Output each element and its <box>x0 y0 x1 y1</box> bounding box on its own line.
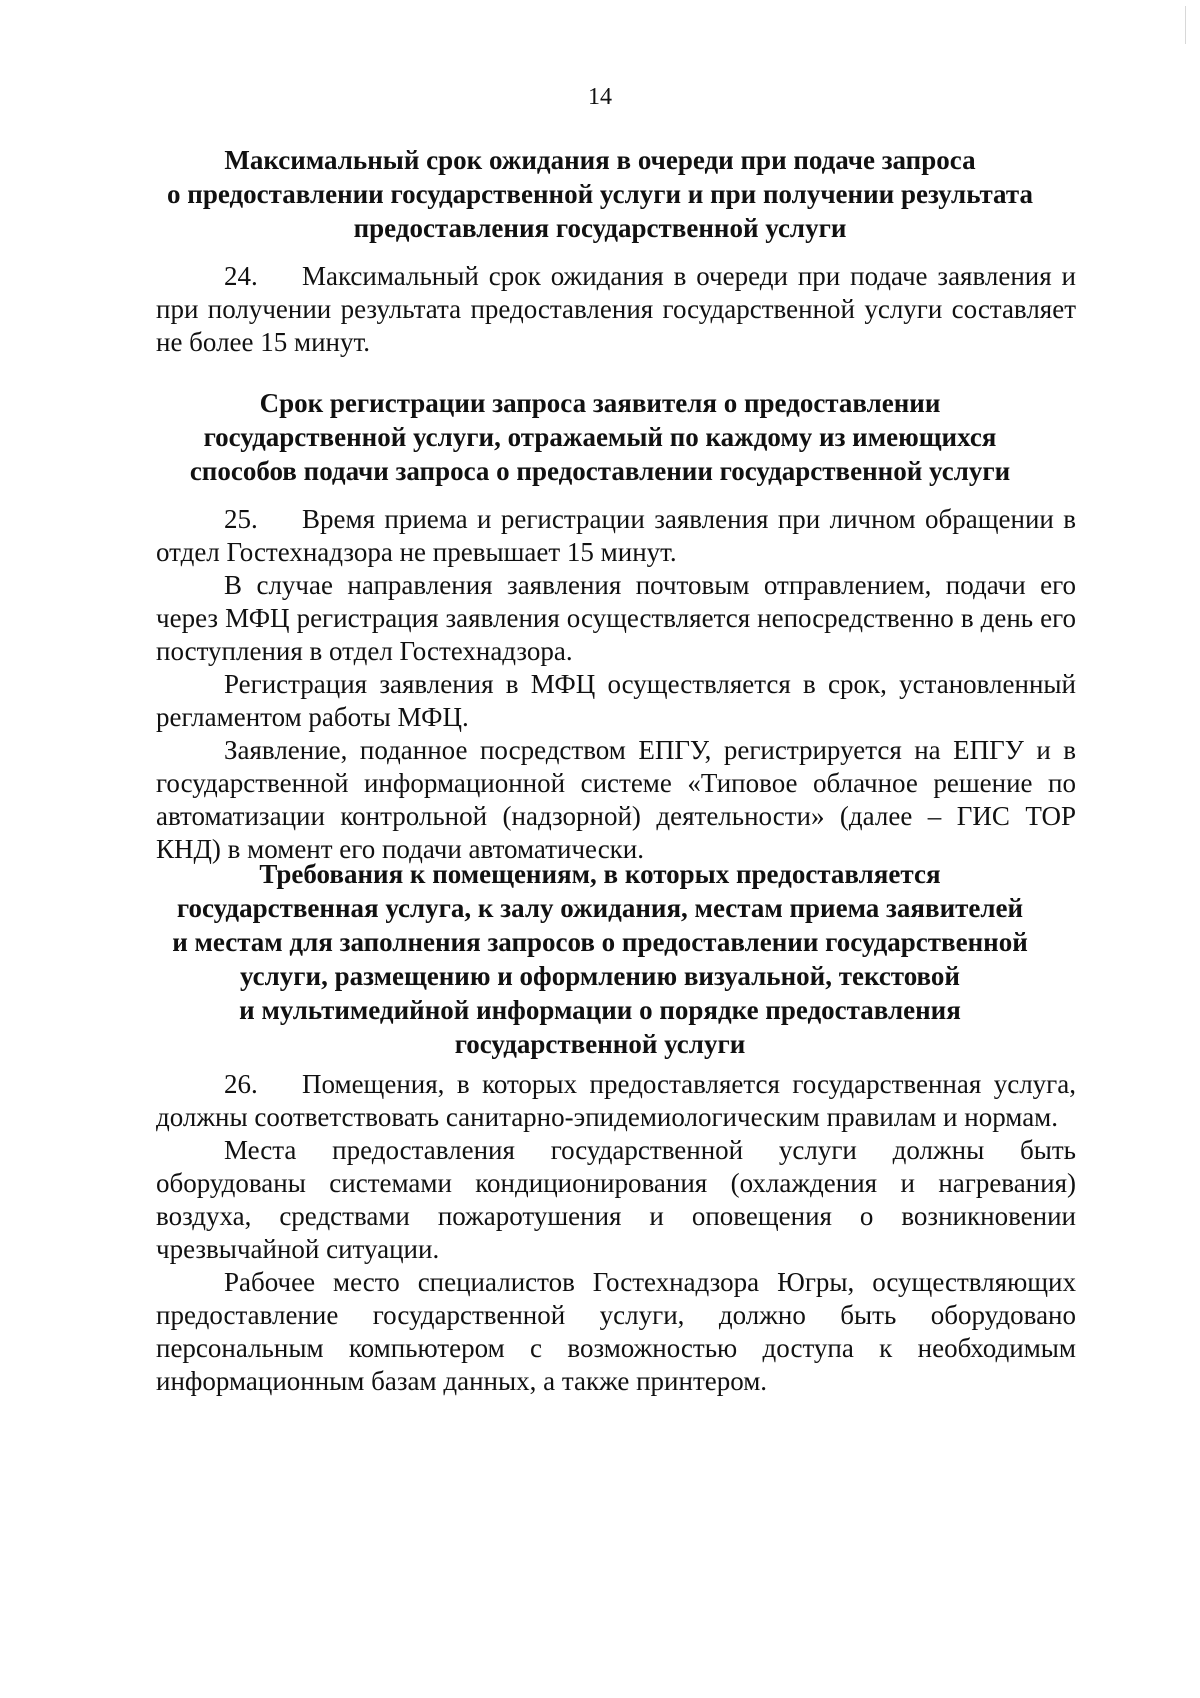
paragraph-number: 25. <box>224 504 258 534</box>
section-heading-queue-time <box>120 143 1080 245</box>
section-heading-premises-requirements <box>120 857 1080 1061</box>
heading-line: о предоставлении государственной услуги и при получении результата <box>167 179 1033 209</box>
heading-line: услуги, размещению и оформлению визуальной, текстовой <box>239 961 960 991</box>
paragraph-number: 26. <box>224 1069 258 1099</box>
heading-line: и мультимедийной информации о порядке предоставления <box>239 995 961 1025</box>
scan-edge-mark <box>1185 6 1186 44</box>
heading-line: государственной услуги, отражаемый по каждому из имеющихся <box>203 422 997 452</box>
heading-line: предоставления государственной услуги <box>353 213 847 243</box>
paragraph-24 <box>156 260 1076 359</box>
heading-line: государственной услуги <box>454 1029 746 1059</box>
heading-line: и местам для заполнения запросов о предоставлении государственной <box>172 927 1028 957</box>
paragraph-25 <box>156 503 1076 569</box>
paragraph-premises-equipment: Места предоставления государственной услуги должны быть оборудованы системами кондиционирования (охлаждения и нагревания) воздуха, средствами пожаротушения и оповещения о возникновении чрезвычайной ситуации. <box>156 1135 1076 1264</box>
heading-line: Срок регистрации запроса заявителя о предоставлении <box>259 388 941 418</box>
section-heading-registration-term <box>120 386 1080 488</box>
section-body-queue-time <box>156 260 1076 359</box>
heading-line: Требования к помещениям, в которых предоставляется <box>259 859 941 889</box>
paragraph-text: Время приема и регистрации заявления при личном обращении в отдел Гостехнадзора не превышает 15 минут. <box>156 504 1076 567</box>
paragraph-mail-registration: В случае направления заявления почтовым отправлением, подачи его через МФЦ регистрация заявления осуществляется непосредственно в день его поступления в отдел Гостехнадзора. <box>156 570 1076 666</box>
paragraph-workplace-equipment: Рабочее место специалистов Гостехнадзора Югры, осуществляющих предоставление государственной услуги, должно быть оборудовано персональным компьютером с возможностью доступа к необходимым информационным базам данных, а также принтером. <box>156 1267 1076 1396</box>
paragraph-epgu-registration: Заявление, поданное посредством ЕПГУ, регистрируется на ЕПГУ и в государственной информационной системе «Типовое облачное решение по автоматизации контрольной (надзорной) деятельности» (далее – ГИС ТОР КНД) в момент его подачи автоматически. <box>156 735 1076 864</box>
paragraph-mfc-registration: Регистрация заявления в МФЦ осуществляется в срок, установленный регламентом работы МФЦ. <box>156 669 1076 732</box>
heading-line: государственная услуга, к залу ожидания, местам приема заявителей <box>176 893 1024 923</box>
heading-line: способов подачи запроса о предоставлении государственной услуги <box>189 456 1011 486</box>
heading-line: Максимальный срок ожидания в очереди при подаче запроса <box>224 145 976 175</box>
section-body-registration-term <box>156 503 1076 866</box>
page-number: 14 <box>588 84 612 110</box>
paragraph-number: 24. <box>224 261 258 291</box>
section-body-premises-requirements <box>156 1068 1076 1398</box>
paragraph-text: Помещения, в которых предоставляется государственная услуга, должны соответствовать санитарно-эпидемиологическим правилам и нормам. <box>156 1069 1076 1132</box>
paragraph-26 <box>156 1068 1076 1134</box>
paragraph-text: Максимальный срок ожидания в очереди при подаче заявления и при получении результата предоставления государственной услуги составляет не более 15 минут. <box>156 261 1076 357</box>
